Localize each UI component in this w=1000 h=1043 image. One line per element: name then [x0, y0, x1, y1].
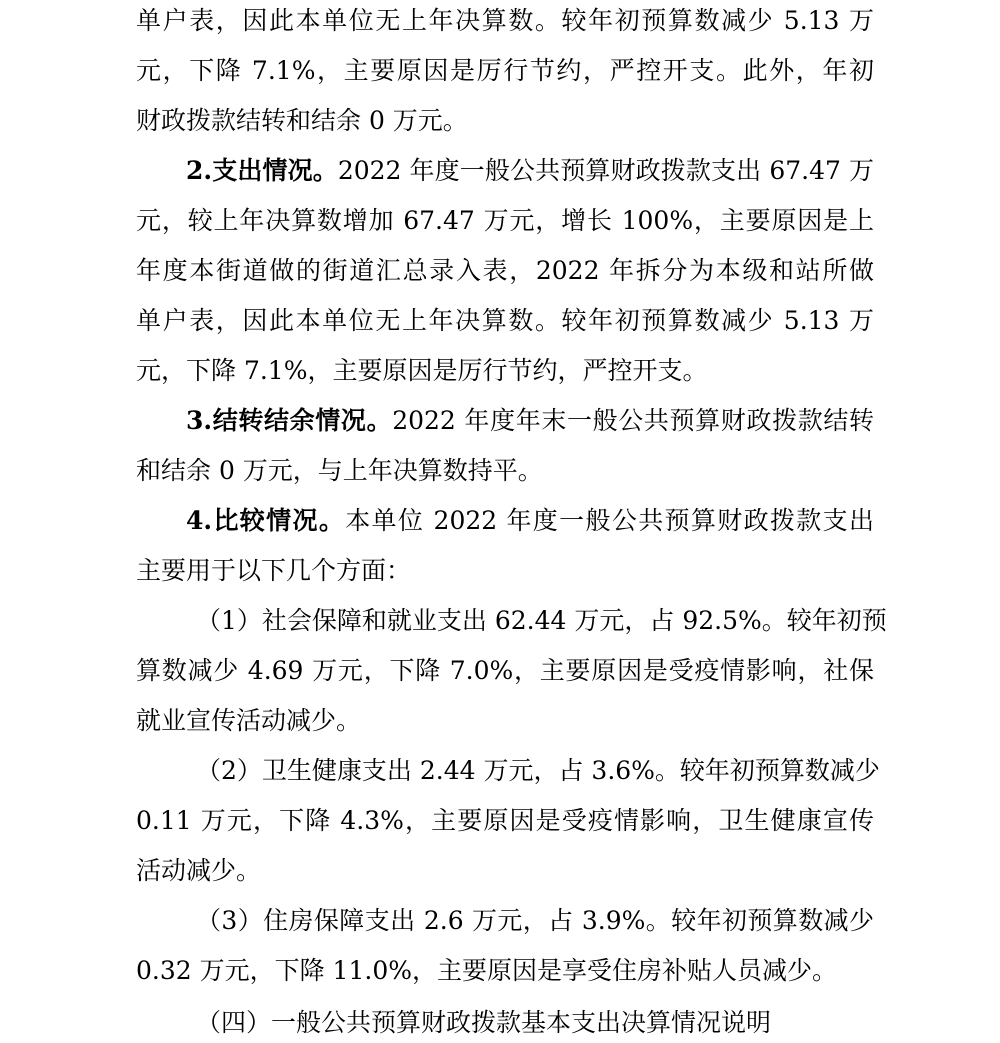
paragraph-line: 主要用于以下几个方面： — [136, 556, 412, 585]
paragraph-line: 0.32 万元，下降 11.0%，主要原因是享受住房补贴人员减少。 — [136, 956, 837, 985]
item-2-first-line: （2）卫生健康支出 2.44 万元，占 3.6%。较年初预算数减少 — [196, 756, 880, 785]
section-4-heading: 4.比较情况。 — [186, 506, 346, 535]
section-4-first-line — [186, 504, 874, 538]
paragraph-line: 元，下降 7.1%，主要原因是厉行节约，严控开支。此外，年初 — [136, 56, 874, 85]
section-3-heading: 3.结转结余情况。 — [186, 406, 393, 435]
paragraph-line: 财政拨款结转和结余 0 万元。 — [136, 106, 468, 135]
item-3-first-line: （3）住房保障支出 2.6 万元，占 3.9%。较年初预算数减少 — [196, 906, 874, 935]
section-subheading: （四）一般公共预算财政拨款基本支出决算情况说明 — [196, 1008, 772, 1037]
item-1-first-line: （1）社会保障和就业支出 62.44 万元，占 92.5%。较年初预 — [196, 606, 887, 635]
section-3-first-text: 2022 年度年末一般公共预算财政拨款结转 — [392, 406, 874, 435]
section-4-first-text: 本单位 2022 年度一般公共预算财政拨款支出 — [345, 506, 874, 535]
section-3-first-line — [186, 404, 874, 438]
paragraph-line: 0.11 万元，下降 4.3%，主要原因是受疫情影响，卫生健康宣传 — [136, 806, 874, 835]
paragraph-line: 算数减少 4.69 万元，下降 7.0%，主要原因是受疫情影响，社保 — [136, 656, 874, 685]
paragraph-line: 活动减少。 — [136, 856, 262, 885]
paragraph-line: 单户表，因此本单位无上年决算数。较年初预算数减少 5.13 万 — [136, 6, 874, 35]
paragraph-line: 单户表，因此本单位无上年决算数。较年初预算数减少 5.13 万 — [136, 306, 874, 335]
section-2-first-line — [186, 154, 874, 188]
section-2-first-text: 2022 年度一般公共预算财政拨款支出 67.47 万 — [337, 156, 874, 185]
paragraph-line: 就业宣传活动减少。 — [136, 706, 362, 735]
paragraph-line: 年度本街道做的街道汇总录入表，2022 年拆分为本级和站所做 — [136, 256, 874, 285]
paragraph-line: 元，较上年决算数增加 67.47 万元，增长 100%，主要原因是上 — [136, 206, 874, 235]
paragraph-line: 元，下降 7.1%，主要原因是厉行节约，严控开支。 — [136, 356, 708, 385]
section-2-heading: 2.支出情况。 — [186, 156, 338, 185]
paragraph-line: 和结余 0 万元，与上年决算数持平。 — [136, 456, 543, 485]
